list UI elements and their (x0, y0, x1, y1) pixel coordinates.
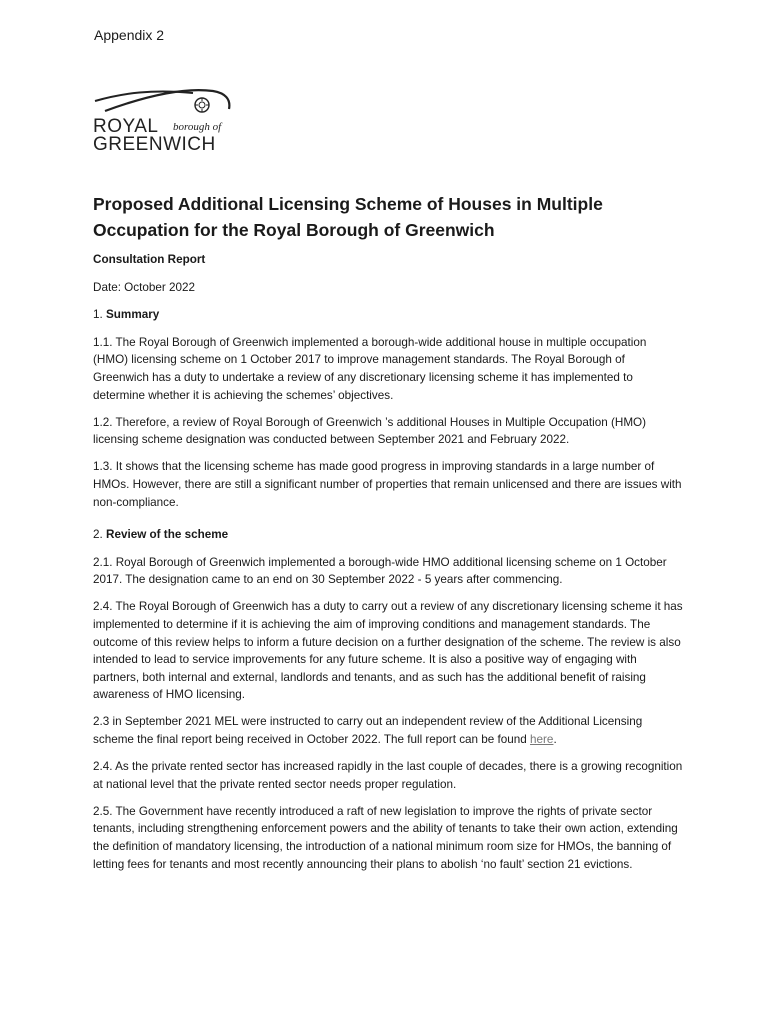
paragraph-2-3-text: 2.3 in September 2021 MEL were instructed to carry out an independent review of the Additional Licensing scheme the final report being received in October 2022. The full report can be found (93, 715, 643, 747)
section-1-number: 1. (93, 308, 106, 322)
paragraph-2-1: 2.1. Royal Borough of Greenwich implemented a borough-wide HMO additional licensing scheme on 1 October 2017. The designation came to an end on 30 September 2022 - 5 years after commencing. (93, 555, 667, 587)
paragraph-1-2: 1.2. Therefore, a review of Royal Borough of Greenwich ’s additional Houses in Multiple Occupation (HMO) licensing scheme designation was conducted between September 2021 and February 2022. (93, 415, 647, 447)
logo-greenwich-text: GREENWICH (93, 134, 216, 155)
document-body (93, 251, 683, 883)
section-2-title: Review of the scheme (106, 528, 229, 542)
appendix-label: Appendix 2 (94, 27, 165, 43)
logo-borough-text: borough of (173, 121, 222, 133)
report-date: Date: October 2022 (93, 280, 196, 294)
document-title: Proposed Additional Licensing Scheme of Houses in Multiple Occupation for the Royal Borough of Greenwich (93, 194, 603, 240)
section-1-title: Summary (106, 308, 160, 322)
paragraph-2-5: 2.5. The Government have recently introduced a raft of new legislation to improve the rights of private sector tenants, including strengthening enforcement powers and the ability of tenants to take their own action, extending the definition of mandatory licensing, the introduction of a national minimum room size for HMOs, the banning of letting fees for tenants and most recently announcing their plans to abolish ‘no fault’ section 21 evictions. (93, 804, 678, 871)
paragraph-1-1: 1.1. The Royal Borough of Greenwich implemented a borough-wide additional house in multiple occupation (HMO) licensing scheme on 1 October 2017 to improve management standards. The Royal Borough of Greenwich has a duty to undertake a review of any discretionary licensing scheme it has implemented to determine whether it is achieving the schemes’ objectives. (93, 335, 647, 402)
paragraph-2-4b: 2.4. As the private rented sector has increased rapidly in the last couple of decades, there is a growing recognition at national level that the private rented sector needs proper regulation. (93, 760, 683, 791)
paragraph-2-3 (93, 713, 683, 748)
report-subtitle: Consultation Report (93, 253, 206, 266)
logo-royal-text: ROYAL (93, 116, 159, 137)
section-1-heading (93, 306, 683, 324)
royal-greenwich-logo (93, 85, 235, 155)
full-report-link[interactable]: here (530, 733, 554, 747)
paragraph-2-4a: 2.4. The Royal Borough of Greenwich has a duty to carry out a review of any discretionary licensing scheme it has implemented to determine if it is achieving the aim of improving conditions and management standards. The outcome of this review helps to inform a future decision on a further designation of the scheme. The review is also intended to lead to service improvements for any future scheme. It is also a positive way of engaging with partners, both internal and external, landlords and tenants, and as such has the additional benefit of raising awareness of HMO licensing. (93, 600, 683, 702)
paragraph-2-3-end: . (553, 733, 557, 747)
section-2-heading (93, 526, 683, 544)
paragraph-1-3: 1.3. It shows that the licensing scheme has made good progress in improving standards in a large number of HMOs. However, there are still a significant number of properties that remain unlicensed and there are issues with non-compliance. (93, 460, 682, 509)
section-2-number: 2. (93, 528, 106, 542)
